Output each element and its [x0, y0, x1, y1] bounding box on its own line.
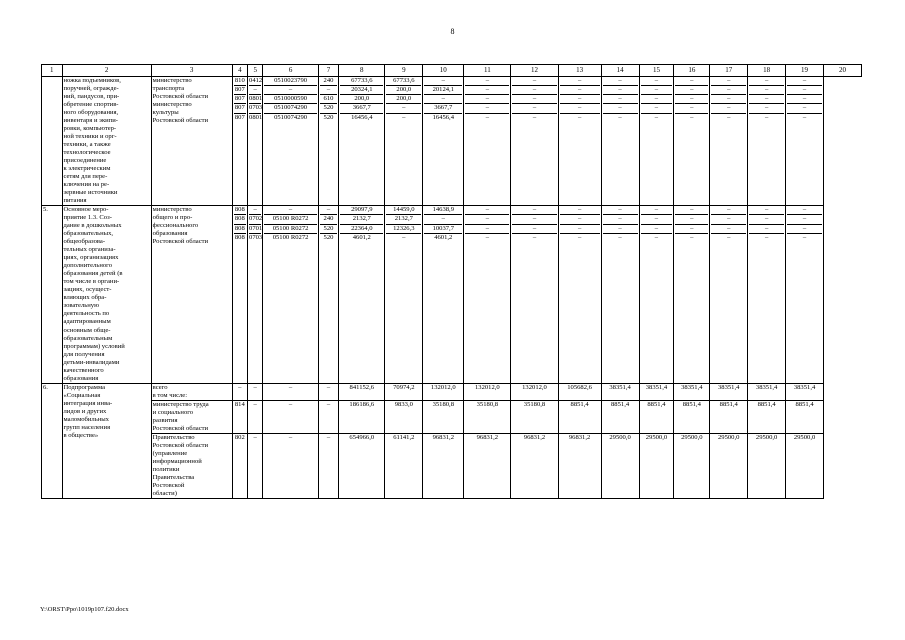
table-value: 96831,2	[464, 433, 511, 498]
table-value: –	[787, 225, 822, 234]
activity-name: ножка подъемников, поручней, огражде- ний, пандусов, при- обретение спортив- ного оборудования, инвентаря и экипи- ровки, компьютер- ной техники и орг- техники, а также технологическое присоединение к электрическим сетям для пере- ключения на ре- зервные источники питания	[62, 76, 151, 206]
value-column-cell	[786, 76, 824, 206]
column-number-header: 3	[151, 65, 232, 77]
table-value: 0703	[249, 104, 261, 113]
table-value: –	[532, 113, 537, 121]
value-column-cell	[232, 76, 247, 206]
table-value: 2132,7	[340, 215, 383, 224]
table-value: 808	[234, 215, 246, 224]
value-column-cell	[674, 206, 710, 384]
table-value: 35180,8	[423, 400, 464, 433]
table-value: 0801	[249, 113, 263, 121]
table-value: –	[263, 433, 318, 498]
table-value: –	[249, 206, 261, 215]
table-value: 38351,4	[786, 383, 824, 400]
table-value: 807	[234, 95, 246, 104]
value-column-cell	[674, 76, 710, 206]
value-column-cell	[748, 76, 786, 206]
table-value: 186186,6	[339, 400, 385, 433]
table-value: –	[512, 215, 556, 224]
table-value: –	[318, 400, 339, 433]
table-value: 520	[320, 104, 338, 113]
table-value: 814	[232, 400, 247, 433]
column-number-header: 16	[674, 65, 710, 77]
table-value: –	[512, 95, 556, 104]
table-value: –	[485, 233, 489, 241]
table-value: 67733,6	[386, 77, 421, 86]
table-value: –	[675, 215, 708, 224]
column-number-header: 4	[232, 65, 247, 77]
table-value: 0510000590	[264, 95, 316, 104]
value-column-cell	[464, 206, 511, 384]
value-column-cell	[710, 206, 748, 384]
value-column-cell	[786, 206, 824, 384]
table-value: 4601,2	[434, 233, 453, 241]
table-value: 38351,4	[639, 383, 674, 400]
column-number-header: 13	[558, 65, 601, 77]
table-value: –	[641, 95, 673, 104]
table-value: –	[465, 225, 509, 234]
table-value: –	[320, 206, 338, 215]
table-value: –	[424, 77, 462, 86]
table-value: –	[675, 95, 708, 104]
table-value: 3667,7	[424, 104, 462, 113]
table-value: 0510074290	[274, 113, 308, 121]
table-value: –	[749, 95, 784, 104]
column-number-header: 18	[748, 65, 786, 77]
table-value: –	[787, 206, 822, 215]
value-column-cell	[318, 206, 339, 384]
table-value: –	[424, 215, 462, 224]
table-value: 802	[232, 433, 247, 498]
table-value: –	[711, 206, 746, 215]
column-number-header: 7	[318, 65, 339, 77]
table-value: –	[749, 77, 784, 86]
table-value: 96831,2	[423, 433, 464, 498]
table-value: –	[749, 206, 784, 215]
table-value: –	[248, 400, 263, 433]
table-value: 16456,4	[351, 113, 373, 121]
table-value: 05100 R0272	[264, 225, 316, 234]
table-row	[42, 383, 862, 400]
value-column-cell	[339, 76, 385, 206]
table-value: 35180,8	[511, 400, 558, 433]
table-value: 807	[234, 113, 245, 121]
table-value: 29097,9	[340, 206, 383, 215]
table-value: –	[711, 225, 746, 234]
table-value: –	[802, 113, 807, 121]
table-value: –	[711, 77, 746, 86]
table-value: 16456,4	[432, 113, 454, 121]
column-number-header: 9	[385, 65, 423, 77]
table-value: –	[711, 215, 746, 224]
table-value: 05100 R0272	[264, 215, 316, 224]
table-value: –	[764, 233, 769, 241]
column-number-header: 6	[263, 65, 318, 77]
value-column-cell	[601, 206, 639, 384]
table-value: 654966,0	[339, 433, 385, 498]
table-value: –	[641, 225, 673, 234]
executor-name: Правительство Ростовской области (управление информационной политики Правительства Ростовской области)	[151, 433, 232, 498]
value-column-cell	[464, 76, 511, 206]
table-value: –	[465, 86, 509, 95]
column-number-header: 1	[42, 65, 63, 77]
table-value: 200,0	[386, 86, 421, 95]
table-value: –	[641, 104, 673, 113]
table-value: –	[603, 104, 638, 113]
table-value: 0801	[249, 95, 261, 104]
page-number: 8	[450, 27, 455, 36]
table-value: –	[675, 225, 708, 234]
table-value: –	[512, 77, 556, 86]
table-value: –	[764, 113, 769, 121]
table-value: 29500,0	[748, 433, 786, 498]
budget-table	[41, 64, 862, 499]
table-value: 520	[323, 113, 334, 121]
table-value: –	[749, 104, 784, 113]
table-value: 240	[320, 77, 338, 86]
table-value: –	[675, 104, 708, 113]
table-value: –	[318, 383, 339, 400]
table-value: 0701	[249, 225, 261, 234]
table-value: –	[787, 215, 822, 224]
table-value: –	[787, 95, 822, 104]
column-number-header: 19	[786, 65, 824, 77]
table-value: 132012,0	[464, 383, 511, 400]
table-value: 70974,2	[385, 383, 423, 400]
table-value: –	[727, 233, 731, 241]
table-value: –	[560, 104, 600, 113]
table-value: 0703	[249, 233, 263, 241]
value-column-cell	[423, 206, 464, 384]
value-column-cell	[511, 76, 558, 206]
table-value: 3667,7	[340, 104, 383, 113]
table-value: 8851,4	[710, 400, 748, 433]
value-column-cell	[423, 76, 464, 206]
value-column-cell	[639, 76, 674, 206]
table-value: –	[248, 433, 263, 498]
table-value: 67733,6	[340, 77, 383, 86]
table-value: –	[264, 86, 316, 95]
table-value: 29500,0	[674, 433, 710, 498]
executor-name: министерство культуры Ростовской области	[152, 100, 209, 124]
table-value: –	[654, 113, 659, 121]
executor-cell	[151, 76, 232, 206]
value-column-cell	[385, 206, 423, 384]
value-column-cell	[639, 206, 674, 384]
executor-cell	[151, 206, 232, 384]
table-value: 38351,4	[710, 383, 748, 400]
table-value: 12326,3	[386, 225, 421, 234]
table-value: 10037,7	[424, 225, 462, 234]
table-value: 61141,2	[385, 433, 423, 498]
column-number-header: 20	[824, 65, 862, 77]
executor-name: министерство транспорта Ростовской области	[152, 76, 209, 100]
table-value: 240	[320, 215, 338, 224]
value-column-cell	[385, 76, 423, 206]
table-value: –	[675, 206, 708, 215]
table-row	[42, 206, 862, 384]
executor-name: министерство общего и про- фессионального образования Ростовской области	[152, 206, 209, 246]
table-value: 610	[320, 95, 338, 104]
table-value: –	[318, 433, 339, 498]
executor-name: всего в том числе:	[151, 383, 232, 400]
table-value: –	[711, 104, 746, 113]
table-value: 200,0	[340, 95, 383, 104]
table-header-row	[42, 65, 862, 77]
table-value: –	[727, 113, 731, 121]
table-value: –	[320, 86, 338, 95]
table-value: 808	[234, 225, 246, 234]
value-column-cell	[601, 76, 639, 206]
table-value: 520	[320, 225, 338, 234]
table-value: –	[532, 233, 537, 241]
column-number-header: 5	[248, 65, 263, 77]
column-number-header: 14	[601, 65, 639, 77]
table-value: –	[560, 77, 600, 86]
executor-name: министерство труда и социального развития Ростовской области	[151, 400, 232, 433]
table-value: 96831,2	[511, 433, 558, 498]
activity-name: Основное меро- приятие 1.3. Соз- дание в дошкольных образовательных, общеобразова- тельных организа- циях, организациях дополнительного образования детей (в том числе в органи- зациях, осущест- вляющих обра- зовательную деятельность по адаптированным основным обще- образовательным программам) условий для получения детьми-инвалидами качественного образования	[62, 206, 151, 384]
table-value: –	[402, 113, 406, 121]
table-value: –	[264, 206, 316, 215]
table-value: 14638,9	[424, 206, 462, 215]
table-value: –	[618, 233, 622, 241]
table-value: 05100 R0272	[272, 233, 309, 241]
table-value: –	[749, 86, 784, 95]
table-value: –	[690, 113, 694, 121]
table-value: –	[711, 86, 746, 95]
table-value: –	[603, 225, 638, 234]
row-number: 6.	[42, 383, 63, 498]
table-value: 8851,4	[639, 400, 674, 433]
table-value: 0510074290	[264, 104, 316, 113]
table-value: –	[465, 95, 509, 104]
table-value: –	[654, 233, 659, 241]
table-value: 8851,4	[558, 400, 601, 433]
row-number: 5.	[42, 206, 63, 384]
value-column-cell	[748, 206, 786, 384]
value-column-cell	[511, 206, 558, 384]
table-value: –	[641, 86, 673, 95]
table-value: –	[424, 95, 462, 104]
table-value: –	[603, 95, 638, 104]
value-column-cell	[558, 76, 601, 206]
value-column-cell	[248, 206, 263, 384]
table-value: –	[675, 77, 708, 86]
column-number-header: 11	[464, 65, 511, 77]
table-value: 22364,0	[340, 225, 383, 234]
table-value: 0510023790	[264, 77, 316, 86]
table-value: –	[402, 233, 406, 241]
table-value: 200,0	[386, 95, 421, 104]
column-number-header: 8	[339, 65, 385, 77]
table-value: 20124,1	[424, 86, 462, 95]
table-value: 8851,4	[786, 400, 824, 433]
table-value: 8851,4	[674, 400, 710, 433]
column-number-header: 10	[423, 65, 464, 77]
value-column-cell	[558, 206, 601, 384]
table-value: –	[465, 77, 509, 86]
table-value: 808	[234, 206, 246, 215]
table-value: –	[577, 113, 582, 121]
table-row	[42, 433, 862, 498]
table-value: –	[618, 113, 622, 121]
column-number-header: 17	[710, 65, 748, 77]
table-value: –	[263, 383, 318, 400]
table-value: –	[749, 225, 784, 234]
table-value: 29500,0	[639, 433, 674, 498]
table-value: –	[512, 206, 556, 215]
table-value: –	[787, 77, 822, 86]
table-value: –	[690, 233, 694, 241]
table-value: 808	[234, 233, 245, 241]
table-value: –	[248, 383, 263, 400]
table-value: –	[512, 225, 556, 234]
value-column-cell	[232, 206, 247, 384]
table-value: –	[232, 383, 247, 400]
table-value: 96831,2	[558, 433, 601, 498]
table-value: 35180,8	[464, 400, 511, 433]
value-column-cell	[263, 206, 318, 384]
table-value: –	[560, 225, 600, 234]
table-value: 14459,0	[386, 206, 421, 215]
table-value: –	[787, 104, 822, 113]
table-value: –	[675, 86, 708, 95]
column-number-header: 15	[639, 65, 674, 77]
table-value: 807	[234, 104, 246, 113]
table-value: 132012,0	[423, 383, 464, 400]
column-number-header: 2	[62, 65, 151, 77]
table-value: 38351,4	[748, 383, 786, 400]
column-number-header: 12	[511, 65, 558, 77]
table-value: 2132,7	[386, 215, 421, 224]
value-column-cell	[339, 206, 385, 384]
table-value: 38351,4	[674, 383, 710, 400]
table-value: –	[603, 206, 638, 215]
value-column-cell	[248, 76, 263, 206]
value-column-cell	[318, 76, 339, 206]
table-value: –	[560, 86, 600, 95]
table-value: 8851,4	[601, 400, 639, 433]
table-value: 807	[234, 86, 246, 95]
value-column-cell	[710, 76, 748, 206]
table-value: –	[560, 206, 600, 215]
table-value: –	[641, 215, 673, 224]
footer-file-path: Y:\ORST\Ppo\1019p107.f20.docx	[40, 606, 129, 613]
table-value: 132012,0	[511, 383, 558, 400]
table-value: –	[802, 233, 807, 241]
table-value: –	[386, 104, 421, 113]
table-value: 29500,0	[786, 433, 824, 498]
table-value: –	[249, 86, 261, 95]
table-value: 520	[323, 233, 334, 241]
table-value: 38351,4	[601, 383, 639, 400]
table-value: –	[577, 233, 582, 241]
value-column-cell	[263, 76, 318, 206]
table-value: 0702	[249, 215, 261, 224]
table-value: –	[603, 77, 638, 86]
table-value: 20324,1	[340, 86, 383, 95]
table-value: –	[485, 113, 489, 121]
table-value: –	[603, 215, 638, 224]
table-value: –	[641, 206, 673, 215]
table-value: –	[465, 104, 509, 113]
table-value: 841152,6	[339, 383, 385, 400]
table-value: 0412	[249, 77, 261, 86]
table-value: 8851,4	[748, 400, 786, 433]
table-value: 4601,2	[352, 233, 371, 241]
table-value: –	[560, 215, 600, 224]
table-value: 9833,0	[385, 400, 423, 433]
table-value: –	[465, 215, 509, 224]
row-number	[42, 76, 63, 206]
table-value: –	[512, 104, 556, 113]
table-value: 105682,6	[558, 383, 601, 400]
table-value: –	[263, 400, 318, 433]
subprogram-name: Подпрограмма «Социальная интеграция инва- лидов и других маломобильных групп населения в обществе»	[62, 383, 151, 498]
table-value: –	[603, 86, 638, 95]
table-value: 810	[234, 77, 246, 86]
table-value: –	[787, 86, 822, 95]
table-value: –	[560, 95, 600, 104]
table-value: –	[749, 215, 784, 224]
table-value: 29500,0	[601, 433, 639, 498]
table-row	[42, 400, 862, 433]
table-value: –	[711, 95, 746, 104]
table-value: –	[465, 206, 509, 215]
table-value: –	[641, 77, 673, 86]
table-value: 29500,0	[710, 433, 748, 498]
table-row	[42, 76, 862, 206]
table-value: –	[512, 86, 556, 95]
